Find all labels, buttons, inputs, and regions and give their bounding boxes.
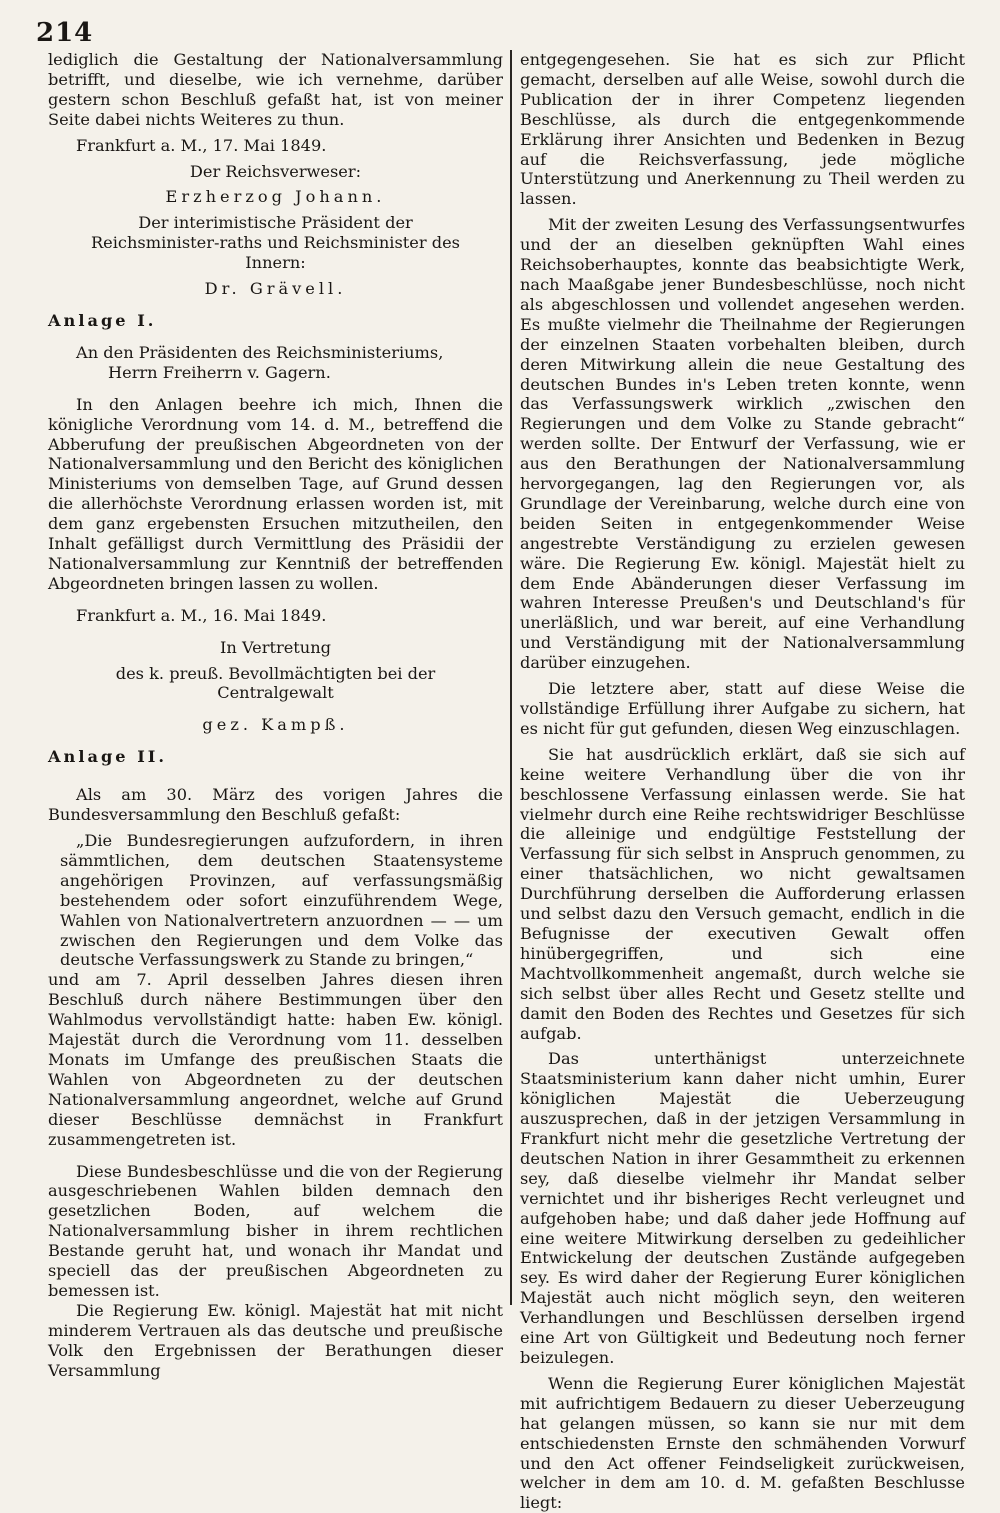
body-paragraph: Wenn die Regierung Eurer königlichen Majestät mit aufrichtigem Bedauern zu dieser Ueberzeugung hat gelangen müssen, so kann sie nur mit dem entschiedensten Ernste den schmähenden Vorwurf und den Act offener Feindseligkeit zurückweisen, welcher in dem am 10. d. M. gefaßten Beschlusse liegt:	[520, 1373, 965, 1513]
date-line: Frankfurt a. M., 16. Mai 1849.	[76, 605, 327, 625]
body-paragraph: Mit der zweiten Lesung des Verfassungsentwurfes und der an dieselben geknüpften Wahl eines Reichsoberhauptes, konnte das beabsichtigte Werk, nach Maaßgabe jener Bundesbeschlüsse, noch nicht als abgeschlossen und vollendet angesehen werden. Es mußte vielmehr die Theilnahme der Regierungen der einzelnen Staaten vorbehalten bleiben, durch deren Mitwirkung allein die neue Gestaltung des deutschen Bundes in's Leben treten konnte, wenn das Verfassungswerk wirklich „zwischen den Regierungen und dem Volke zu Stande gebracht“ werden sollte. Der Entwurf der Verfassung, wie er aus den Berathungen der Nationalversammlung hervorgegangen, lag den Regierungen vor, als Grundlage der Vereinbarung, welche durch eine von beiden Seiten in entgegenkommender Weise angestrebte Verständigung zu erzielen gewesen wäre. Die Regierung Ew. königl. Majestät hielt zu dem Ende Abänderungen dieser Verfassung im wahren Interesse Preußen's und Deutschland's für unerläßlich, und war bereit, auf eine Verhandlung und Verständigung mit der Nationalversammlung darüber einzugehen.	[520, 215, 965, 673]
section-heading: Anlage I.	[48, 310, 157, 330]
signature-name: Erzherzog Johann.	[165, 187, 386, 207]
body-paragraph: Die Regierung Ew. königl. Majestät hat mit nicht minderem Vertrauen als das deutsche und preußische Volk den Ergebnissen der Berathungen dieser Versammlung	[48, 1300, 503, 1380]
address-line: An den Präsidenten des Reichsministeriums,	[76, 342, 444, 362]
address-line: Herrn Freiherrn v. Gagern.	[108, 362, 331, 382]
right-column	[520, 50, 965, 1513]
page-number: 214	[36, 18, 94, 48]
column-divider	[510, 50, 512, 1305]
body-paragraph: Die letztere aber, statt auf diese Weise die vollständige Erfüllung ihrer Aufgabe zu sichern, hat es nicht für gut gefunden, diesen Weg einzuschlagen.	[520, 679, 965, 738]
signature-title: Der Reichsverweser:	[189, 161, 362, 181]
body-paragraph: In den Anlagen beehre ich mich, Ihnen die königliche Verordnung vom 14. d. M., betreffend die Abberufung der preußischen Abgeordneten von der Nationalversammlung und den Bericht des königlichen Ministeriums von demselben Tage, auf Grund dessen die allerhöchste Verordnung erlassen worden ist, mit dem ganz ergebensten Ersuchen mitzutheilen, den Inhalt gefälligst durch Vermittlung des Präsidii der Nationalversammlung zur Kenntniß der betreffenden Abgeordneten bringen lassen zu wollen.	[48, 394, 503, 593]
body-paragraph: Sie hat ausdrücklich erklärt, daß sie sich auf keine weitere Verhandlung über die von ihr beschlossene Verfassung einlassen werde. Sie hat vielmehr durch eine Reihe rechtswidriger Beschlüsse die alleinige und endgültige Feststellung der Verfassung für sich selbst in Anspruch genommen, zu einer thatsächlichen, wo nicht gewaltsamen Durchführung derselben die Aufforderung erlassen und selbst dazu den Versuch gemacht, endlich in die Befugnisse der executiven Gewalt offen hinübergegriffen, und sich eine Machtvollkommenheit angemaßt, durch welche sie sich selbst über alles Recht und Gesetz stellte und damit den Boden des Rechtes und Gesetzes für sich aufgab.	[520, 744, 965, 1043]
left-column	[48, 50, 503, 1380]
body-paragraph: Als am 30. März des vorigen Jahres die Bundesversammlung den Beschluß gefaßt:	[48, 785, 503, 825]
signature-title: des k. preuß. Bevollmächtigten bei der Centralgewalt	[115, 663, 436, 703]
section-heading: Anlage II.	[48, 747, 167, 767]
body-paragraph: und am 7. April desselben Jahres diesen ihren Beschluß durch nähere Bestimmungen über den Wahlmodus vervollständigt hatte: haben Ew. königl. Majestät durch die Verordnung vom 11. desselben Monats im Umfange des preußischen Staats die Wahlen von Abgeordneten zu der deutschen Nationalversammlung angeordnet, welche auf Grund dieser Beschlüsse demnächst in Frankfurt zusammengetreten ist.	[48, 970, 503, 1149]
signature-name: Dr. Grävell.	[204, 279, 347, 299]
body-paragraph: entgegengesehen. Sie hat es sich zur Pflicht gemacht, derselben auf alle Weise, sowohl durch die Publication der in ihrer Competenz liegenden Beschlüsse, als durch die entgegenkommende Erklärung ihrer Ansichten und Bedenken in Bezug auf die Reichsverfassung, jede mögliche Unterstützung und Anerkennung zu Theil werden zu lassen.	[520, 50, 965, 209]
signature-name: gez. Kampß.	[202, 715, 349, 735]
body-paragraph: Diese Bundesbeschlüsse und die von der Regierung ausgeschriebenen Wahlen bilden demnach den gesetzlichen Boden, auf welchem die Nationalversammlung bisher in ihrem rechtlichen Bestande geruht hat, und wonach ihr Mandat und speciell das der preußischen Abgeordneten zu bemessen ist.	[48, 1161, 503, 1300]
intro-paragraph: lediglich die Gestaltung der Nationalversammlung betrifft, und dieselbe, wie ich vernehme, darüber gestern schon Beschluß gefaßt hat, ist von meiner Seite dabei nichts Weiteres zu thun.	[48, 50, 503, 129]
body-paragraph: Das unterthänigst unterzeichnete Staatsministerium kann daher nicht umhin, Eurer königlichen Majestät die Ueberzeugung auszusprechen, daß in der jetzigen Versammlung in Frankfurt nicht mehr die gesetzliche Vertretung der deutschen Nation in ihrer Gesammtheit zu erkennen sey, daß dieselbe vielmehr ihr Mandat selber vernichtet und ihr bisheriges Recht verleugnet und aufgehoben habe; und daß daher jede Hoffnung auf eine weitere Mitwirkung derselben zu gedeihlicher Entwickelung der deutschen Zustände aufgegeben sey. Es wird daher der Regierung Eurer königlichen Majestät auch nicht möglich seyn, den weiteren Verhandlungen und Beschlüssen derselben irgend eine Art von Gültigkeit und Bedeutung noch ferner beizulegen.	[520, 1049, 965, 1367]
date-line: Frankfurt a. M., 17. Mai 1849.	[76, 135, 327, 155]
signature-title: In Vertretung	[219, 637, 332, 657]
quoted-resolution: „Die Bundesregierungen aufzufordern, in ihren sämmtlichen, dem deutschen Staatensysteme angehörigen Provinzen, auf verfassungsmäßig bestehendem oder sofort einzuführendem Wege, Wahlen von Nationalvertretern anzuordnen — — um zwischen den Regierungen und dem Volke das deutsche Verfassungswerk zu Stande zu bringen,“	[60, 831, 503, 970]
signature-title: Der interimistische Präsident der Reichsminister-raths und Reichsminister des Innern:	[90, 213, 460, 273]
